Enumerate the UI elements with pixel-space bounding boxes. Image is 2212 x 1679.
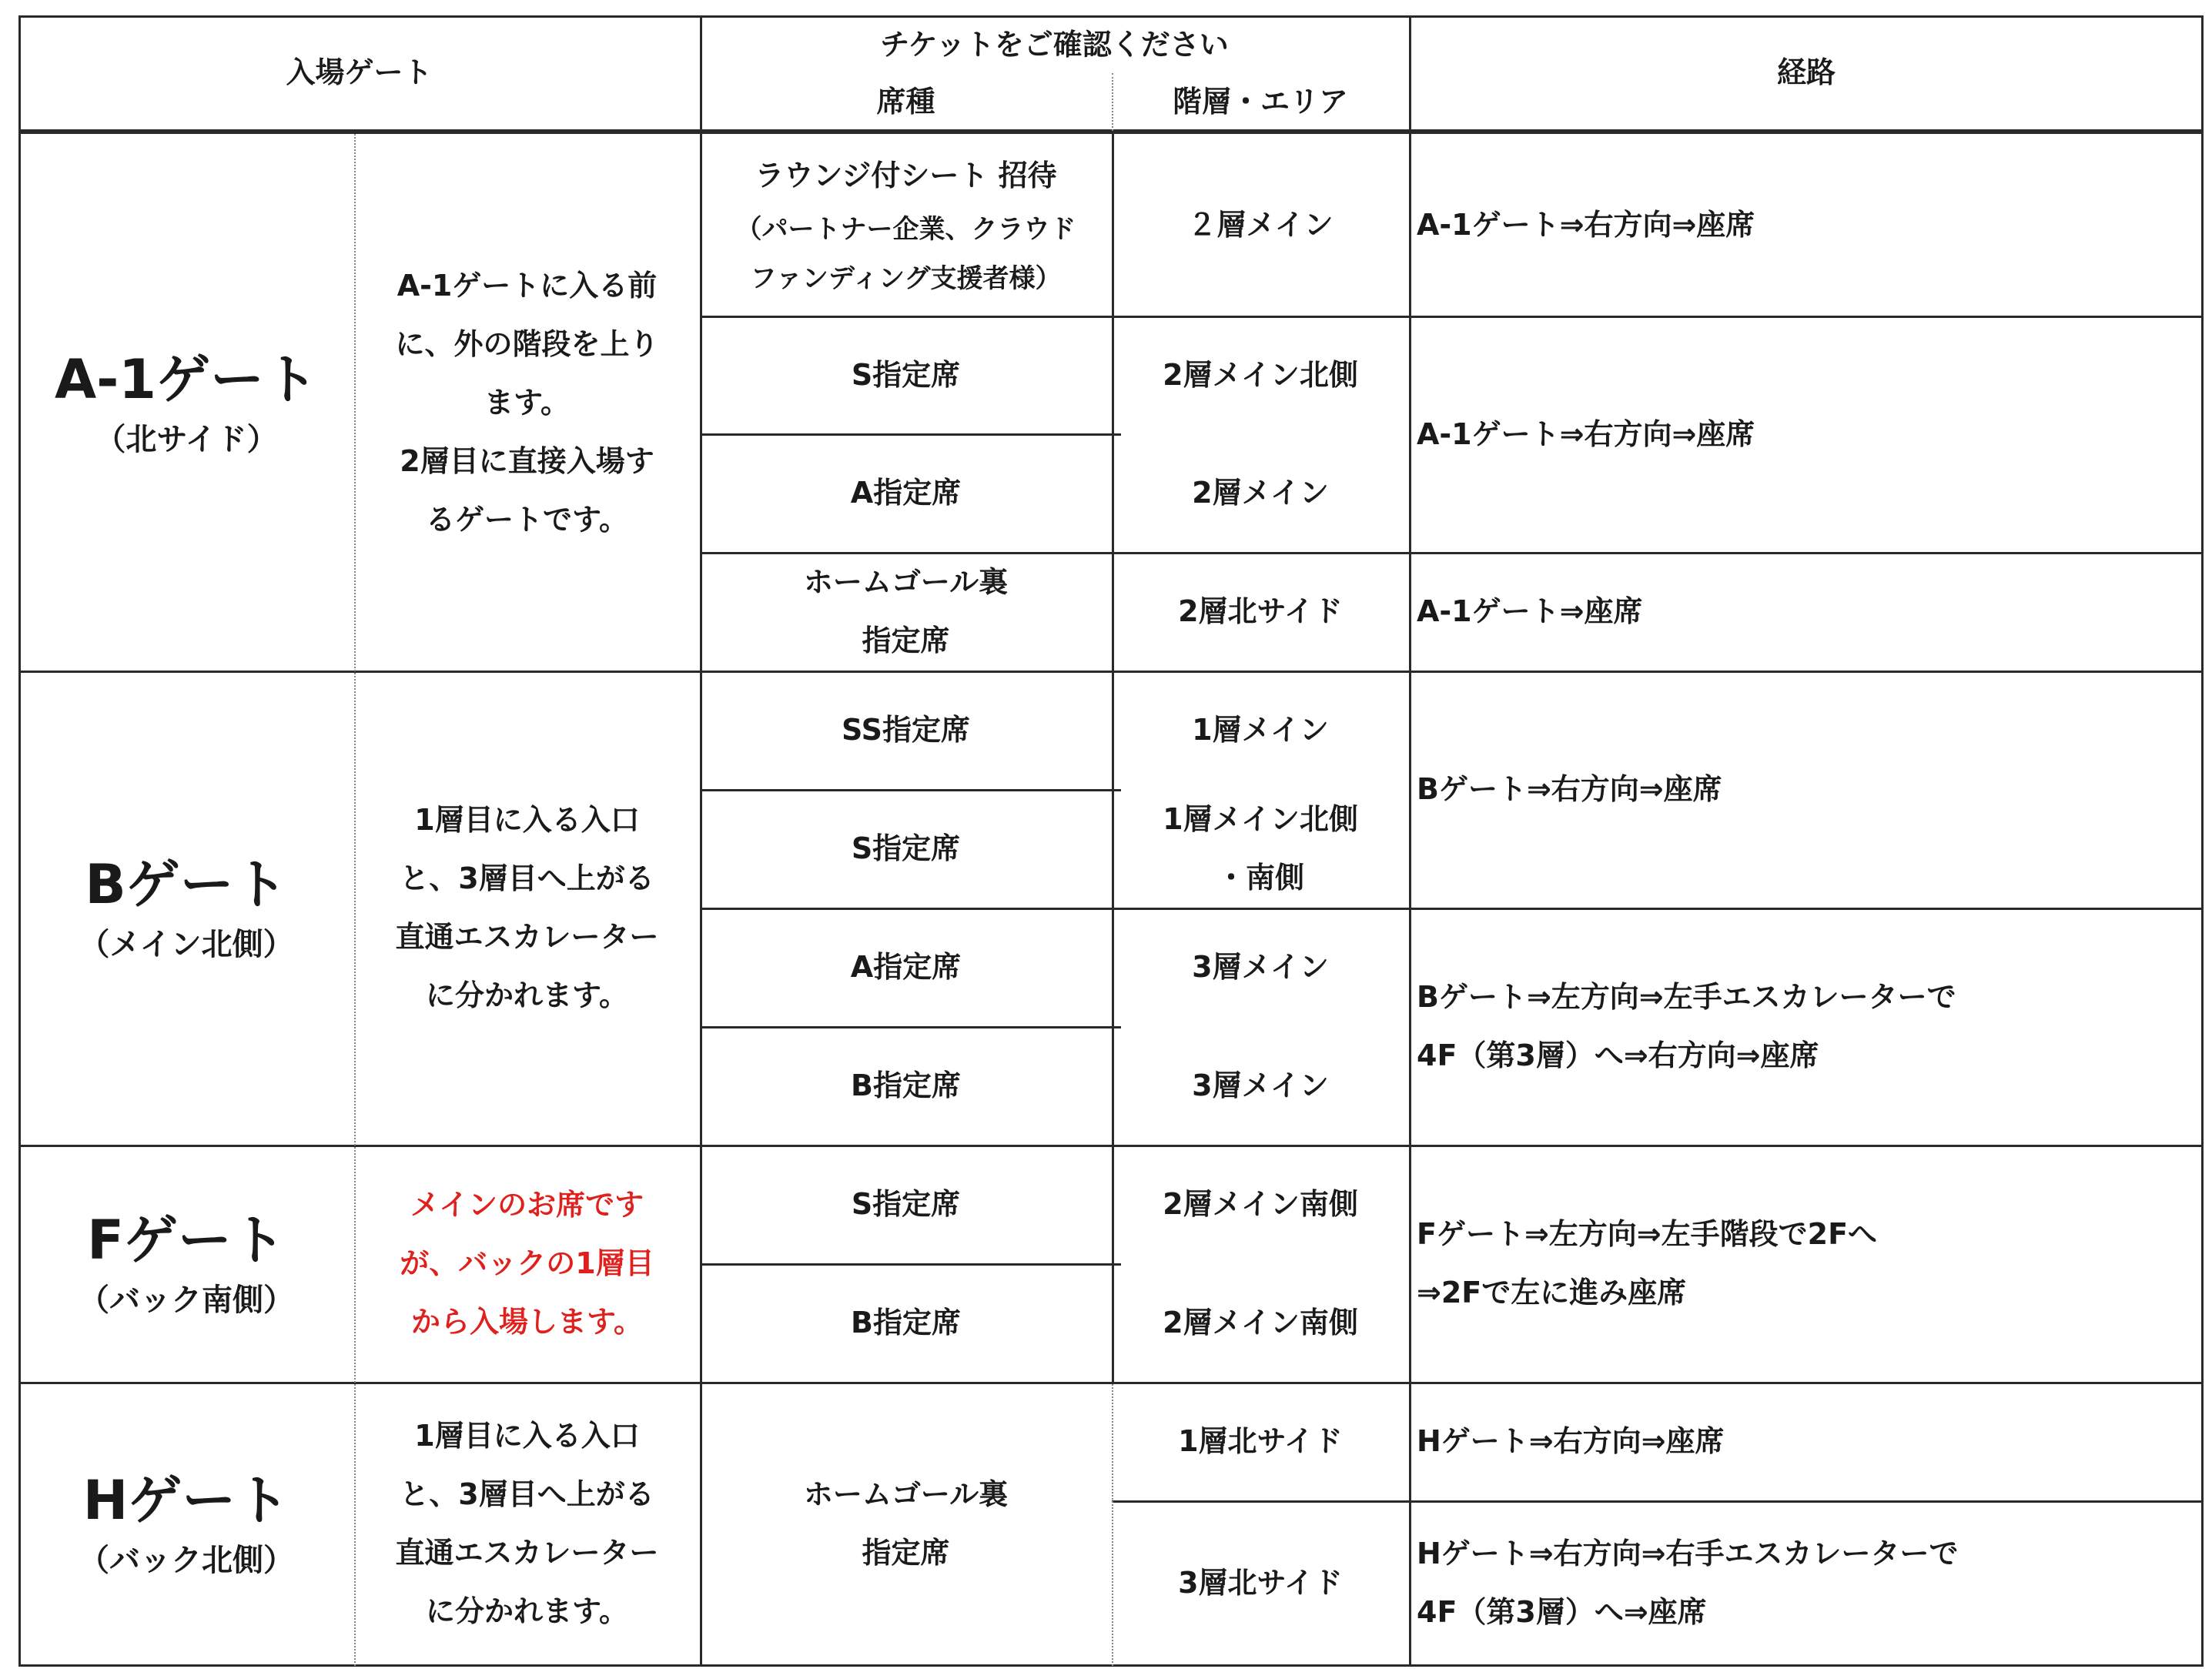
route-cell: Bゲート⇒右方向⇒座席: [1417, 772, 1722, 806]
gate-name-cell: [18, 671, 354, 1145]
gate-description: 1層目に入る入口 と、3層目へ上がる 直通エスカレーター に分かれます。: [395, 1418, 659, 1628]
table-border-right: [2201, 15, 2204, 1667]
seat-type-cell: ホームゴール裏 指定席: [803, 565, 1009, 657]
seat-type-cell: ラウンジ付シート 招待 （パートナー企業、クラウド ファンディング支援者様）: [735, 159, 1076, 294]
gate-name: Hゲート: [82, 1468, 290, 1532]
gate-description-highlight: メインのお席です が、バックの1層目 から入場します。: [400, 1188, 654, 1339]
floor-area-cell: 3層メイン: [1192, 1069, 1329, 1102]
header-route: 経路: [1776, 55, 1836, 89]
table-border-bottom: [18, 1664, 2204, 1667]
floor-area-cell: 2層メイン南側: [1163, 1187, 1358, 1221]
route-cell: A-1ゲート⇒右方向⇒座席: [1417, 208, 1755, 242]
route-cell: A-1ゲート⇒座席: [1417, 594, 1643, 628]
gate-name-cell: [18, 1382, 354, 1664]
floor-area-cell: 2層メイン北側: [1163, 357, 1358, 392]
gate-name: Fゲート: [87, 1209, 286, 1272]
gate-sub: （バック南側）: [79, 1283, 294, 1318]
header-seat-type: 席種: [876, 84, 935, 119]
header-ticket-check: チケットをご確認ください: [880, 27, 1229, 62]
seat-type-cell: SS指定席: [841, 713, 971, 747]
gate-sub: （メイン北側）: [79, 927, 294, 962]
seat-type-cell: S指定席: [851, 1187, 961, 1221]
header-floor-area: 階層・エリア: [1172, 84, 1348, 119]
route-cell: Bゲート⇒左方向⇒左手エスカレーターで 4F（第3層）へ⇒右方向⇒座席: [1417, 980, 1956, 1072]
gate-sub: （バック北側）: [79, 1542, 294, 1578]
floor-area-cell: 1層メイン: [1192, 713, 1329, 747]
route-cell: Hゲート⇒右方向⇒座席: [1417, 1424, 1725, 1458]
route-cell: Hゲート⇒右方向⇒右手エスカレーターで 4F（第3層）へ⇒座席: [1417, 1536, 1959, 1629]
floor-area-cell: 2層北サイド: [1178, 594, 1343, 628]
gate-description: 1層目に入る入口 と、3層目へ上がる 直通エスカレーター に分かれます。: [395, 803, 659, 1012]
floor-area-cell: 1層北サイド: [1178, 1424, 1343, 1458]
seat-type-cell: A指定席: [850, 476, 962, 510]
floor-area-cell: ２層メイン: [1187, 208, 1334, 242]
seat-type-cell: S指定席: [851, 831, 961, 865]
seat-type-cell: B指定席: [851, 1069, 961, 1102]
floor-area-cell: 2層メイン: [1192, 476, 1329, 510]
route-cell: A-1ゲート⇒右方向⇒座席: [1417, 416, 1755, 451]
floor-area-cell: 2層メイン南側: [1163, 1306, 1358, 1340]
gate-name: Bゲート: [85, 853, 288, 916]
gate-description: A-1ゲートに入る前 に、外の階段を上り ます。 2層目に直接入場す るゲートです。: [395, 268, 659, 537]
header-entrance-gate: 入場ゲート: [286, 55, 433, 89]
gate-sub: （北サイド）: [95, 421, 278, 457]
seat-type-cell: A指定席: [850, 950, 962, 984]
floor-area-cell: 3層メイン: [1192, 950, 1329, 984]
gate-name: A-1ゲート: [55, 347, 318, 411]
floor-area-cell: 3層北サイド: [1178, 1565, 1343, 1600]
seat-type-cell: B指定席: [851, 1306, 961, 1340]
route-cell: Fゲート⇒左方向⇒左手階段で2Fへ ⇒2Fで左に進み座席: [1417, 1217, 1878, 1309]
seat-type-cell: ホームゴール裏 指定席: [803, 1477, 1009, 1570]
gate-name-cell: [18, 1145, 354, 1382]
gate-name-cell: [18, 134, 354, 671]
gate-guide-table: [18, 15, 2204, 1667]
floor-area-cell: 1層メイン北側 ・南側: [1163, 802, 1358, 895]
seat-type-cell: S指定席: [851, 357, 961, 392]
